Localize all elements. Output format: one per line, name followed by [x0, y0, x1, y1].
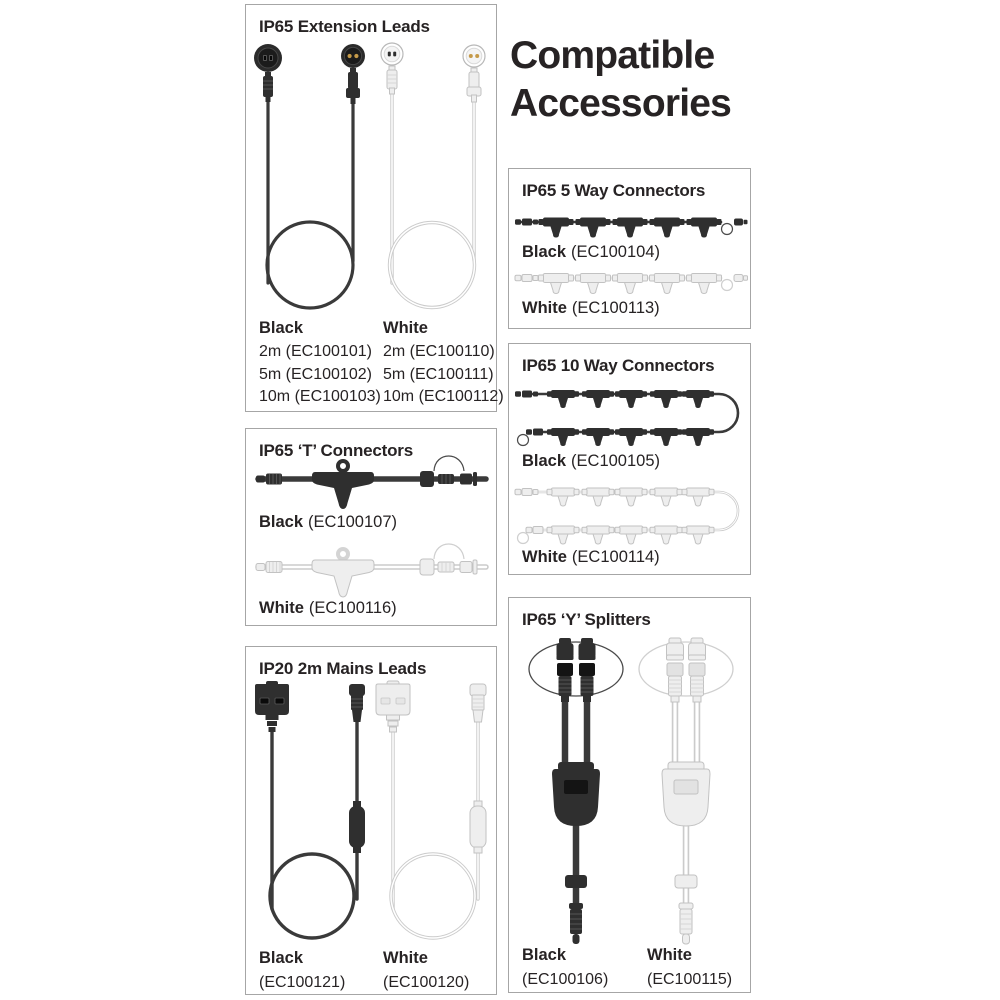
variant-code: (EC100113): [571, 299, 660, 317]
mains-leads-illustration: [246, 675, 498, 947]
variant-code: (EC100115): [647, 971, 733, 988]
y-splitter-black-label: [522, 946, 608, 989]
size-code: 10m (EC100112): [383, 388, 504, 405]
extension-lead-black-drawing: [254, 44, 365, 308]
uk-plug-black-icon: [255, 681, 289, 732]
variant-name: White: [522, 548, 567, 566]
panel-title-t-connectors: IP65 ‘T’ Connectors: [259, 441, 413, 460]
variant-name: White: [647, 946, 692, 964]
variant-name: Black: [522, 243, 567, 261]
panel-title-mains-leads: IP20 2m Mains Leads: [259, 659, 427, 678]
variant-name: White: [522, 299, 567, 317]
panel-y-splitters: [508, 597, 751, 993]
y-splitter-white-illustration: [629, 632, 741, 948]
variant-name: White: [383, 949, 428, 967]
panel-extension-leads: [245, 4, 504, 412]
extension-leads-white-column: [383, 319, 504, 409]
iec-connector-white-icon: [470, 684, 486, 722]
page-title-line2: Accessories: [510, 82, 732, 125]
variant-name: Black: [259, 513, 304, 531]
connector-face-black-socket-icon: [254, 44, 282, 72]
5-way-white-label: [522, 299, 660, 318]
panel-mains-leads: [245, 646, 497, 995]
mains-lead-black-drawing: [255, 681, 365, 938]
10-way-black-illustration: [513, 382, 749, 448]
extension-leads-illustration: [246, 33, 498, 321]
panel-10-way-connectors: [508, 343, 751, 575]
inline-box-black: [349, 801, 365, 853]
size-code: 2m (EC100110): [383, 343, 495, 360]
uk-plug-white-icon: [376, 681, 410, 732]
panel-title-y-splitters: IP65 ‘Y’ Splitters: [522, 610, 651, 629]
variant-name: White: [383, 319, 428, 337]
connector-face-black-pins-icon: [341, 44, 365, 68]
mains-lead-white-drawing: [376, 681, 486, 938]
t-connector-black-label: [259, 513, 397, 532]
t-connector-white-illustration: [254, 539, 490, 601]
variant-code: (EC100105): [571, 452, 661, 470]
variant-name: White: [259, 599, 304, 617]
t-connector-black-illustration: [254, 451, 490, 513]
page-title: [510, 32, 731, 128]
extension-lead-white-drawing: [381, 43, 485, 308]
y-splitter-white-label: [647, 946, 732, 989]
10-way-white-illustration: [513, 480, 749, 546]
size-code: 2m (EC100101): [259, 343, 372, 360]
variant-name: Black: [522, 946, 567, 964]
y-splitter-black-illustration: [519, 632, 631, 948]
page-title-line1: Compatible: [510, 34, 715, 77]
panel-title-10-way: IP65 10 Way Connectors: [522, 356, 715, 375]
inline-box-white: [470, 801, 486, 853]
panel-title-5-way: IP65 5 Way Connectors: [522, 181, 706, 200]
5-way-black-illustration: [513, 209, 749, 239]
t-connector-white-label: [259, 599, 397, 618]
10-way-black-label: [522, 452, 660, 471]
variant-code: (EC100114): [571, 548, 660, 566]
mains-lead-white-label: [383, 949, 469, 992]
variant-name: Black: [522, 452, 567, 470]
5-way-black-label: [522, 243, 660, 262]
10-way-white-label: [522, 548, 660, 567]
size-code: 10m (EC100103): [259, 388, 381, 405]
variant-code: (EC100104): [571, 243, 661, 261]
extension-leads-black-column: [259, 319, 381, 409]
variant-code: (EC100120): [383, 974, 470, 991]
variant-name: Black: [259, 949, 304, 967]
panel-5-way-connectors: [508, 168, 751, 329]
size-code: 5m (EC100111): [383, 365, 494, 383]
variant-code: (EC100107): [308, 513, 398, 531]
mains-lead-black-label: [259, 949, 345, 992]
connector-face-white-pins-icon: [463, 45, 485, 67]
variant-code: (EC100121): [259, 974, 346, 991]
connector-face-white-socket-icon: [381, 43, 403, 65]
size-code: 5m (EC100102): [259, 365, 372, 383]
panel-title-extension-leads: IP65 Extension Leads: [259, 17, 430, 36]
panel-t-connectors: [245, 428, 497, 626]
variant-name: Black: [259, 319, 304, 337]
variant-code: (EC100106): [522, 971, 609, 988]
iec-connector-black-icon: [349, 684, 365, 722]
variant-code: (EC100116): [308, 599, 397, 617]
5-way-white-illustration: [513, 265, 749, 295]
